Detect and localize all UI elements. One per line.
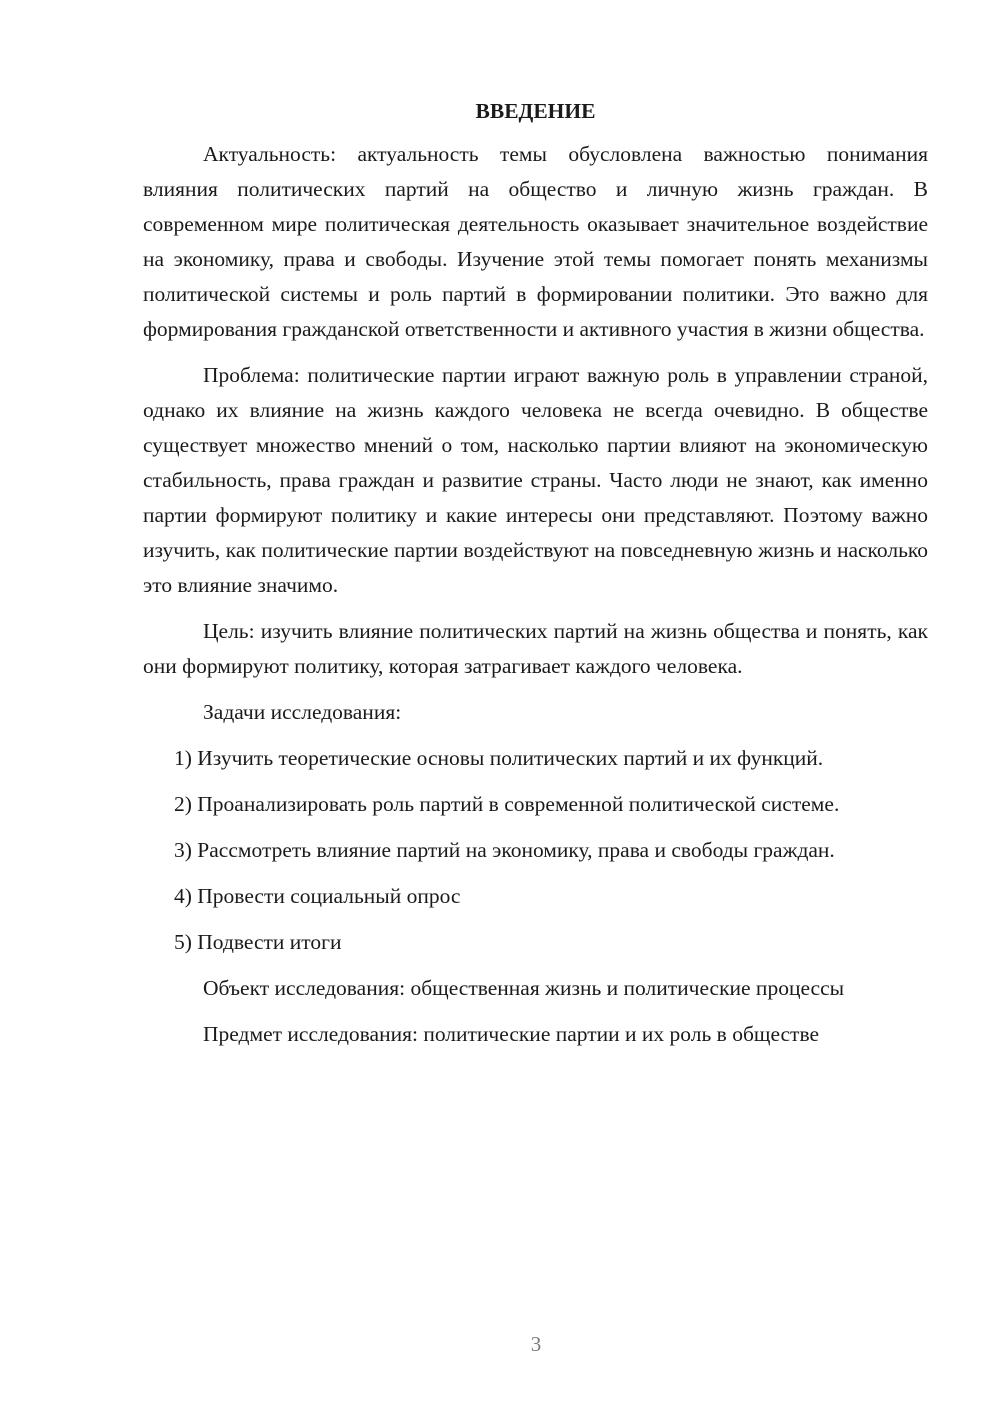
page-content	[143, 95, 928, 1063]
problem-paragraph: Проблема: политические партии играют важную роль в управлении страной, однако их влияние на жизнь каждого человека не всегда очевидно. В обществе существует множество мнений о том, насколько партии влияют на экономическую стабильность, права граждан и развитие страны. Часто люди не знают, как именно партии формируют политику и какие интересы они представляют. Поэтому важно изучить, как политические партии воздействуют на повседневную жизнь и насколько это влияние значимо.	[143, 363, 928, 597]
relevance-paragraph: Актуальность: актуальность темы обусловлена важностью понимания влияния политических партий на общество и личную жизнь граждан. В современном мире политическая деятельность оказывает значительное воздействие на экономику, права и свободы. Изучение этой темы помогает понять механизмы политической системы и роль партий в формировании политики. Это важно для формирования гражданской ответственности и активного участия в жизни общества.	[143, 142, 928, 341]
task-item-3: 3) Рассмотреть влияние партий на экономику, права и свободы граждан.	[174, 838, 835, 862]
task-item-1: 1) Изучить теоретические основы политических партий и их функций.	[174, 746, 824, 770]
section-heading: ВВЕДЕНИЕ	[475, 99, 596, 123]
task-item-4: 4) Провести социальный опрос	[174, 884, 461, 908]
tasks-title: Задачи исследования:	[203, 700, 402, 724]
task-item-5: 5) Подвести итоги	[174, 930, 342, 954]
goal-paragraph: Цель: изучить влияние политических партий на жизнь общества и понять, как они формируют политику, которая затрагивает каждого человека.	[143, 619, 928, 678]
page-number: 3	[530, 1332, 542, 1356]
subject-paragraph: Предмет исследования: политические партии и их роль в обществе	[203, 1022, 820, 1046]
task-item-2: 2) Проанализировать роль партий в современной политической системе.	[174, 792, 840, 816]
object-paragraph: Объект исследования: общественная жизнь и политические процессы	[203, 976, 845, 1000]
